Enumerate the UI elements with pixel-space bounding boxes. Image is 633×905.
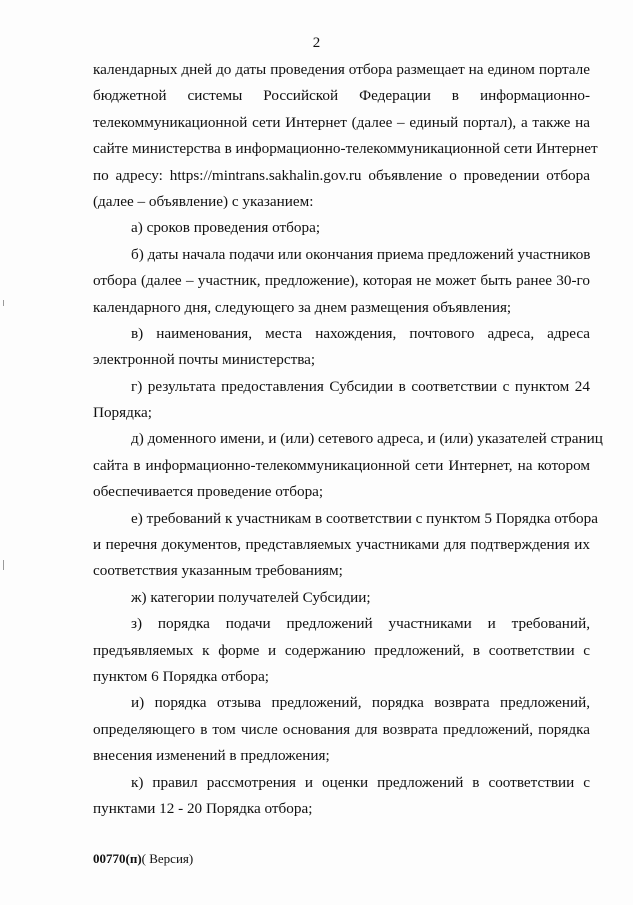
text-line: сайта в информационно-телекоммуникационной сети Интернет, на котором — [93, 456, 590, 474]
text-line: сайте министерства в информационно-телекоммуникационной сети Интернет — [93, 140, 598, 158]
text-line: предъявляемых к форме и содержанию предложений, в соответствии с — [93, 641, 590, 659]
page-number: 2 — [312, 35, 321, 51]
text-line: к) правил рассмотрения и оценки предложений в соответствии с — [131, 773, 590, 791]
text-line: и) порядка отзыва предложений, порядка возврата предложений, — [131, 694, 590, 712]
text-line: по адресу: https://mintrans.sakhalin.gov.ru объявление о проведении отбора — [93, 166, 590, 184]
text-line: телекоммуникационной сети Интернет (далее – единый портал), а также на — [93, 113, 590, 131]
text-line: календарных дней до даты проведения отбора размещает на едином портале — [93, 61, 590, 78]
footer — [93, 850, 193, 868]
scan-edge-mark — [3, 300, 4, 306]
text-line: а) сроков проведения отбора; — [131, 219, 321, 237]
text-line: е) требований к участникам в соответствии с пунктом 5 Порядка отбора — [131, 509, 598, 527]
text-line: бюджетной системы Российской Федерации в информационно- — [93, 87, 590, 105]
text-line: определяющего в том числе основания для возврата предложений, порядка — [93, 720, 590, 738]
text-line: обеспечивается проведение отбора; — [93, 483, 324, 501]
text-line: электронной почты министерства; — [93, 351, 316, 369]
text-line: ж) категории получателей Субсидии; — [131, 588, 371, 606]
text-line: календарного дня, следующего за днем размещения объявления; — [93, 298, 512, 316]
text-line: соответствия указанным требованиям; — [93, 562, 343, 580]
text-line: д) доменного имени, и (или) сетевого адреса, и (или) указателей страниц — [131, 430, 603, 448]
text-line: и перечня документов, представляемых участниками для подтверждения их — [93, 536, 590, 554]
scan-edge-mark — [3, 560, 4, 570]
text-line: пунктом 6 Порядка отбора; — [93, 667, 270, 685]
text-line: г) результата предоставления Субсидии в соответствии с пунктом 24 — [131, 377, 590, 395]
text-line: внесения изменений в предложения; — [93, 747, 330, 765]
text-line: отбора (далее – участник, предложение), которая не может быть ранее 30-го — [93, 272, 590, 290]
body-text — [93, 57, 603, 822]
footer-document-code: 00770(п) — [93, 851, 142, 866]
text-line: з) порядка подачи предложений участниками и требований, — [131, 615, 590, 633]
text-line: в) наименования, места нахождения, почтового адреса, адреса — [131, 324, 590, 342]
text-line: пунктами 12 - 20 Порядка отбора; — [93, 799, 313, 817]
text-line: б) даты начала подачи или окончания приема предложений участников — [131, 245, 591, 263]
text-line: (далее – объявление) с указанием: — [93, 192, 314, 210]
text-line: Порядка; — [93, 404, 152, 422]
footer-version: ( Версия) — [141, 851, 194, 866]
